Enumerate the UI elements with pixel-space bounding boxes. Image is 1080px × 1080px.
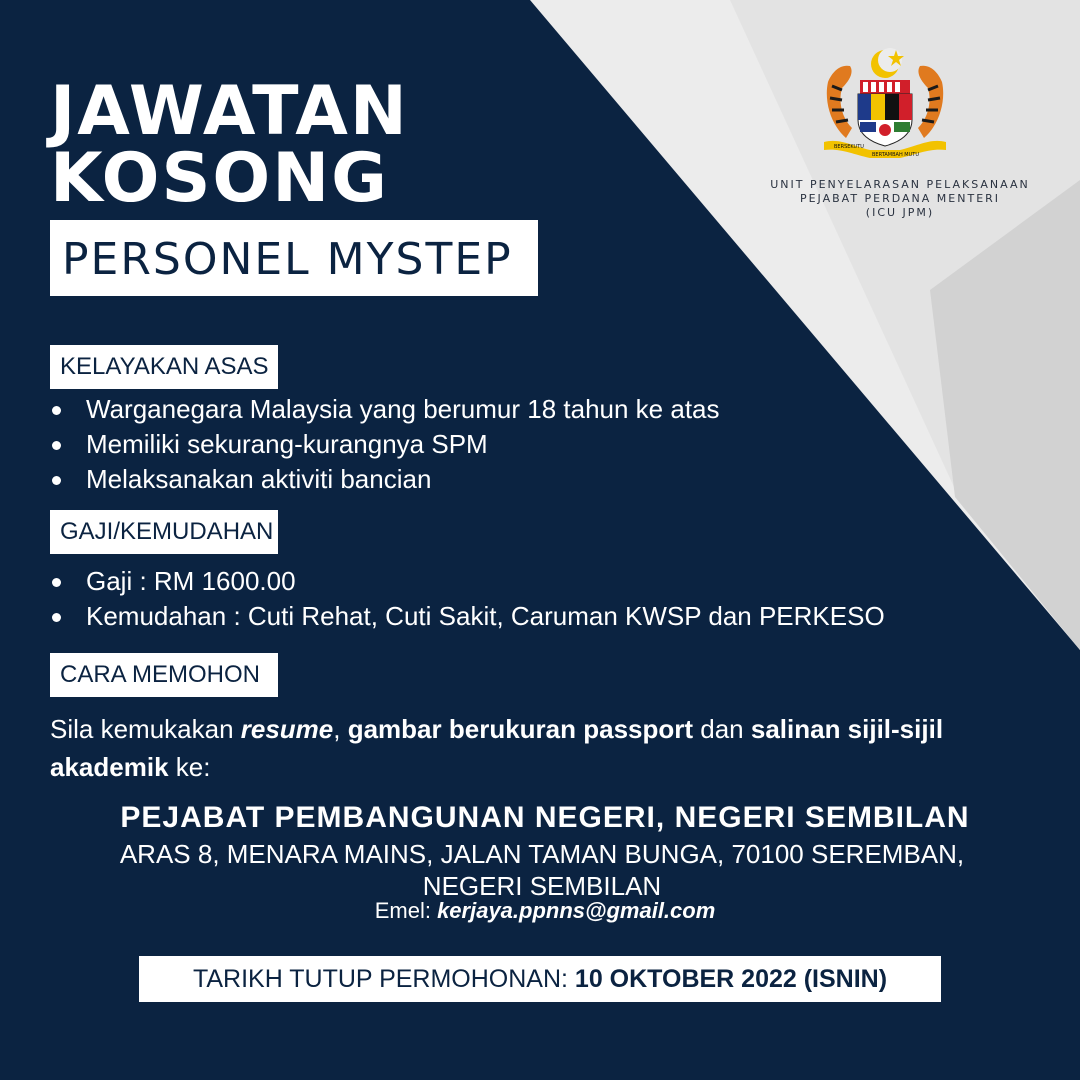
organization-name — [740, 178, 1060, 220]
svg-text:BERSEKUTU: BERSEKUTU — [834, 144, 864, 150]
bullet-icon — [52, 613, 61, 622]
list-item: Melaksanakan aktiviti bancian — [50, 462, 720, 497]
list-item: Memiliki sekurang-kurangnya SPM — [50, 427, 720, 462]
address-line-1: ARAS 8, MENARA MAINS, JALAN TAMAN BUNGA, 70100 SEREMBAN, — [119, 839, 965, 869]
section-label-salary: GAJI/KEMUDAHAN — [50, 510, 278, 554]
email-label: Emel: — [374, 898, 438, 923]
org-line-1: UNIT PENYELARASAN PELAKSANAAN — [770, 178, 1030, 191]
photo-text: gambar berukuran passport — [347, 714, 694, 744]
subtitle-box — [50, 220, 538, 296]
list-item: Warganegara Malaysia yang berumur 18 tahun ke atas — [50, 392, 720, 427]
deadline-date: 10 OKTOBER 2022 (ISNIN) — [574, 965, 888, 993]
address-line-2: NEGERI SEMBILAN — [422, 871, 662, 901]
office-address — [0, 838, 1080, 902]
section-label-qualifications: KELAYAKAN ASAS — [50, 345, 278, 389]
resume-text: resume — [240, 714, 334, 744]
list-item: Kemudahan : Cuti Rehat, Cuti Sakit, Caruman KWSP dan PERKESO — [50, 599, 885, 634]
list-item: Gaji : RM 1600.00 — [50, 564, 885, 599]
section-label-apply: CARA MEMOHON — [50, 653, 278, 697]
qualifications-list — [50, 392, 720, 497]
deadline-box — [139, 956, 941, 1002]
title-line-2: KOSONG — [50, 139, 389, 218]
bullet-icon — [52, 406, 61, 415]
salary-list — [50, 564, 885, 634]
org-line-2: PEJABAT PERDANA MENTERI — [799, 192, 1001, 205]
subtitle: PERSONEL MYSTEP — [62, 234, 513, 285]
title-line-1: JAWATAN — [50, 72, 409, 151]
org-line-3: (ICU JPM) — [865, 206, 935, 219]
bullet-icon — [52, 476, 61, 485]
email-line — [0, 898, 1080, 924]
deadline-label: TARIKH TUTUP PERMOHONAN: — [192, 965, 575, 993]
apply-instructions: Sila kemukakan resume, gambar berukuran passport dan salinan sijil-sijil akademik ke: — [50, 714, 944, 782]
email-link[interactable]: kerjaya.ppnns@gmail.com — [437, 898, 716, 923]
certificates-text: salinan sijil-sijil akademik — [50, 714, 944, 782]
malaysia-coat-of-arms-icon — [820, 42, 950, 164]
svg-text:BERTAMBAH MUTU: BERTAMBAH MUTU — [872, 152, 919, 158]
bullet-icon — [52, 441, 61, 450]
bullet-icon — [52, 578, 61, 587]
office-name: PEJABAT PEMBANGUNAN NEGERI, NEGERI SEMBILAN — [120, 801, 970, 834]
